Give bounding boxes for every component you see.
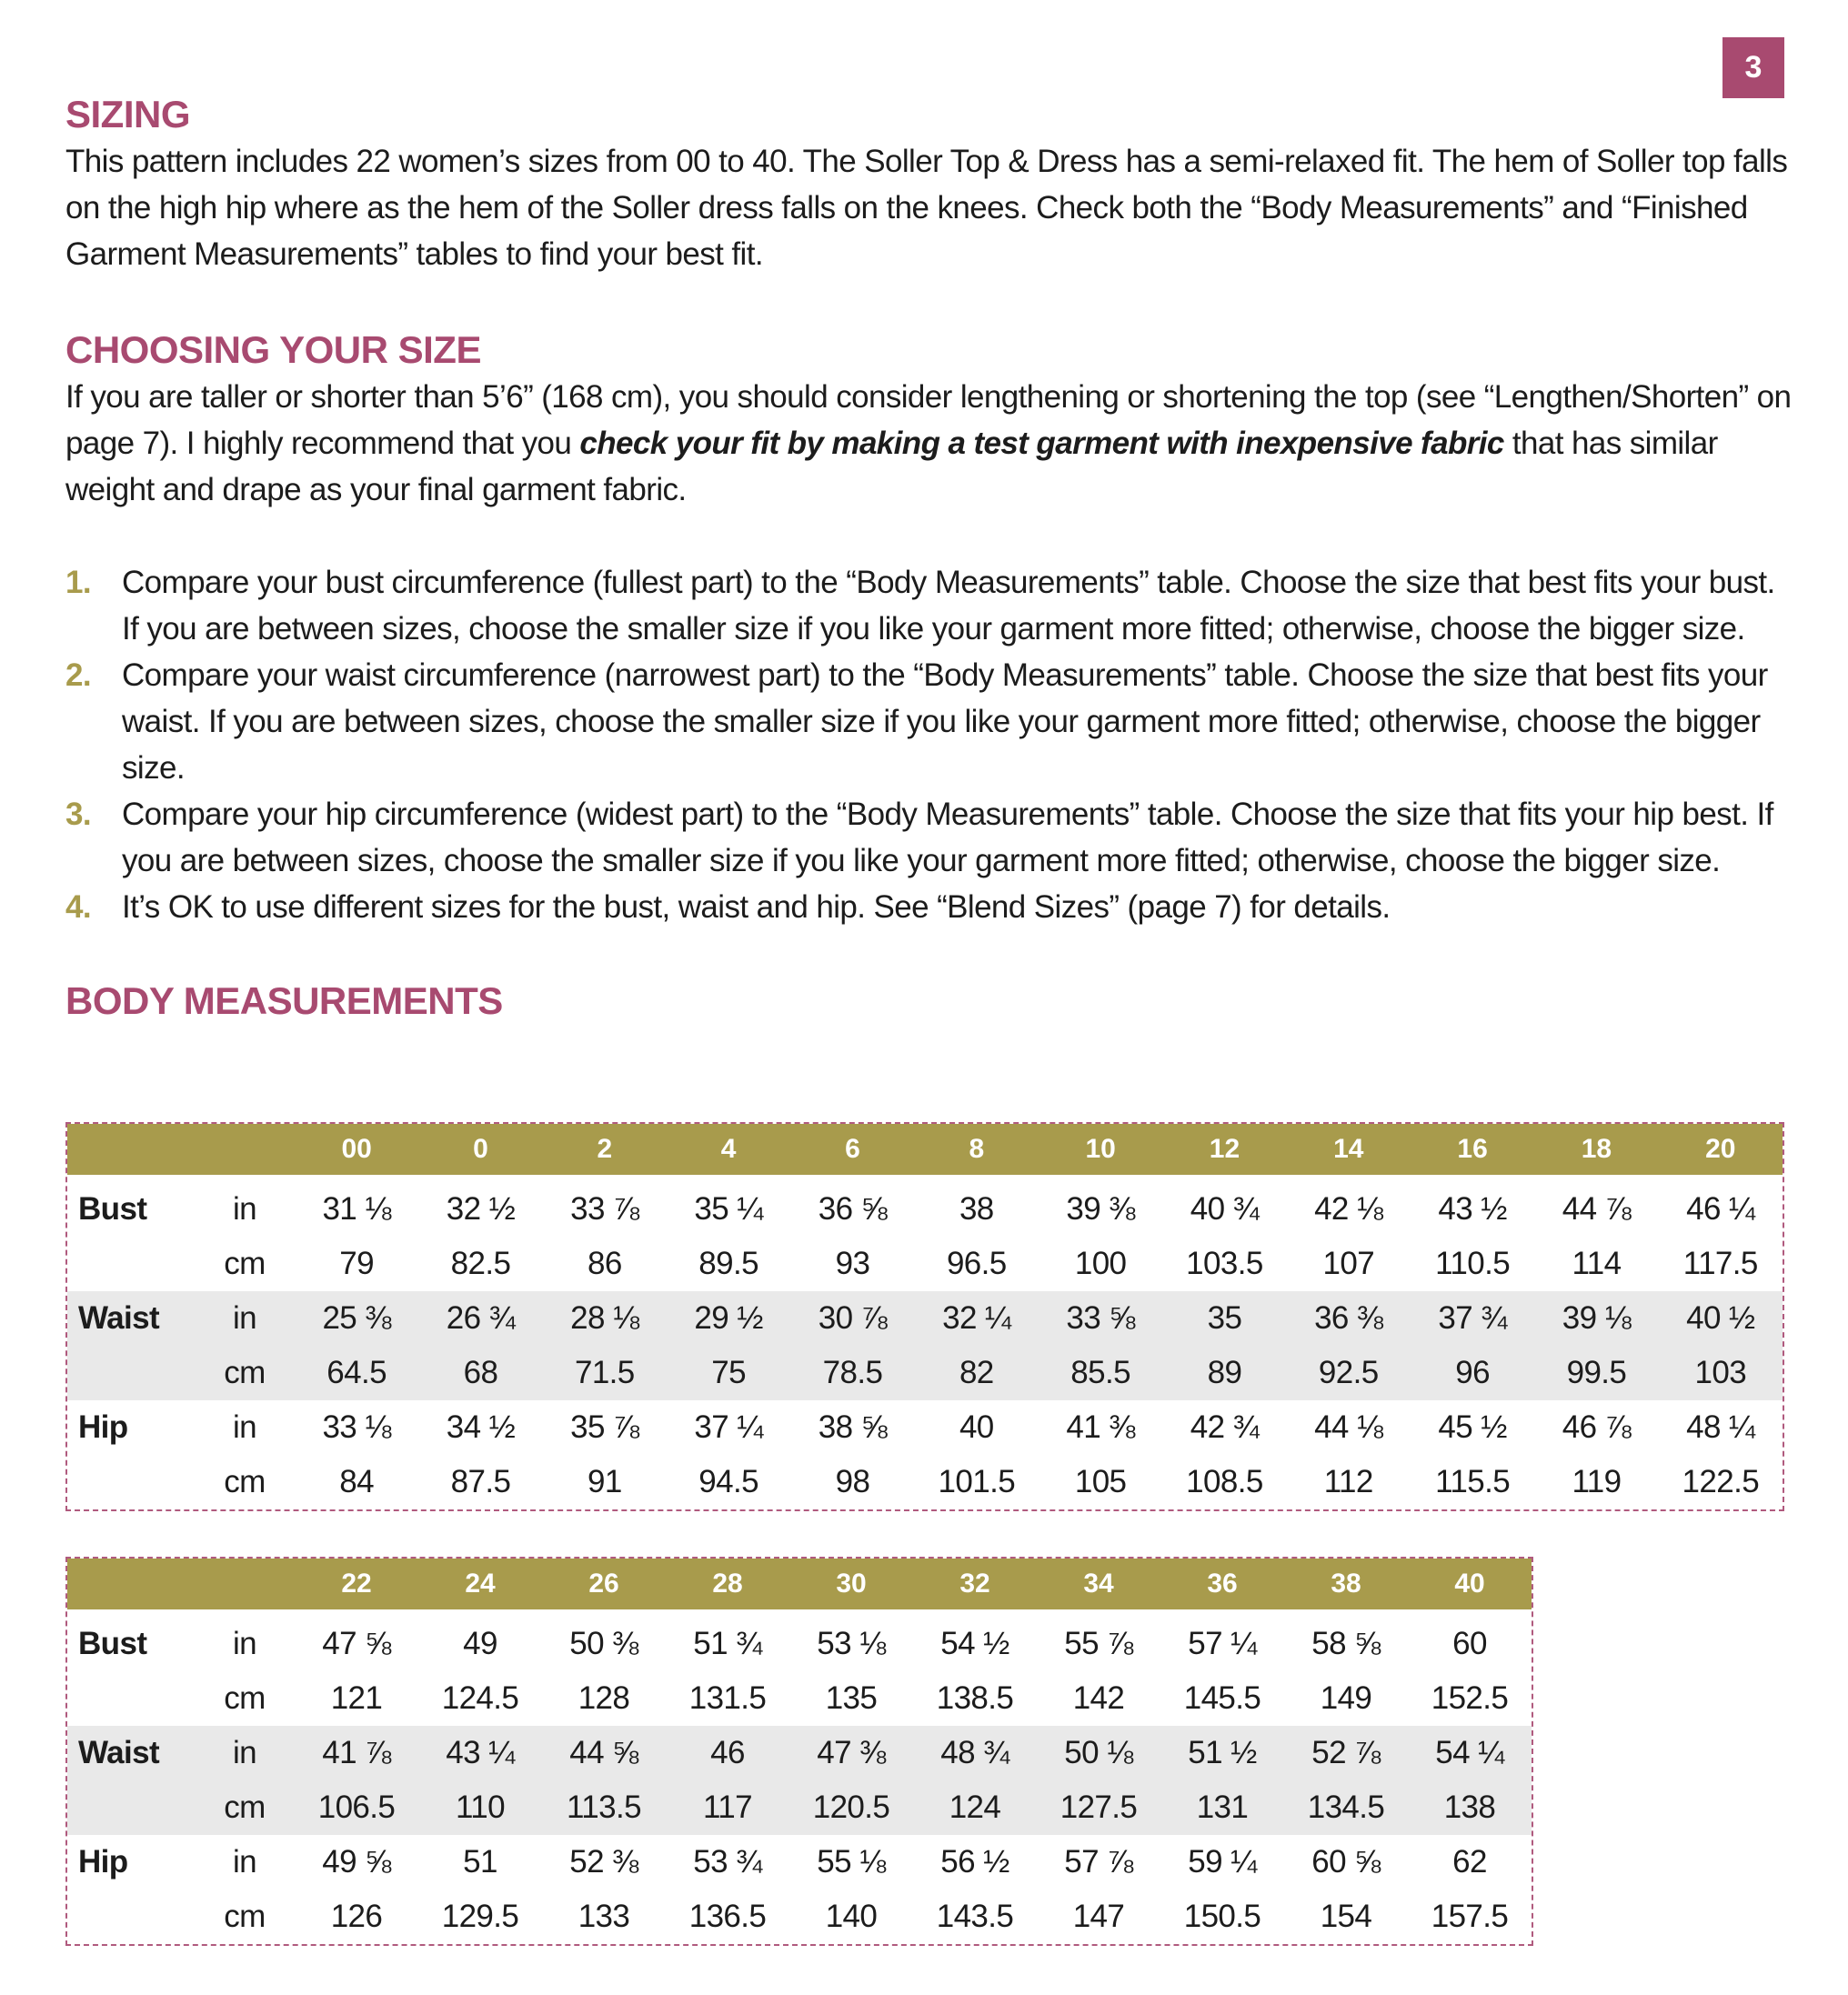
measurement-cell: 128 <box>578 1680 630 1716</box>
step-item <box>65 559 1793 652</box>
unit-label: cm <box>195 1346 295 1400</box>
measurement-cell: 40 ¾ <box>1190 1191 1260 1227</box>
measurement-cell: 39 ⅛ <box>1534 1291 1658 1346</box>
measurement-cell: 35 <box>1162 1291 1286 1346</box>
measurement-cell: 101.5 <box>938 1464 1016 1499</box>
measurement-cell: 53 ¾ <box>693 1844 762 1880</box>
measurement-row <box>67 1726 1532 1780</box>
measurement-cell: 55 ⅛ <box>817 1844 886 1880</box>
measurement-cell: 62 <box>1452 1844 1487 1880</box>
unit-label: in <box>232 1844 257 1880</box>
measurement-cell: 49 ⅝ <box>322 1844 391 1880</box>
size-header: 40 <box>1454 1569 1485 1599</box>
measurement-cell: 39 ⅜ <box>1066 1191 1135 1227</box>
measurement-cell: 51 ¾ <box>693 1626 762 1661</box>
measurement-cell: 58 ⅝ <box>1311 1626 1381 1661</box>
unit-label: cm <box>224 1464 266 1499</box>
measurement-cell: 36 ⅝ <box>818 1191 888 1227</box>
measurement-cell: 138 <box>1408 1780 1532 1835</box>
choosing-text-after: that has similar weight and drape as your final garment fabric. <box>65 426 1718 507</box>
size-steps-list <box>65 559 1793 930</box>
size-header: 0 <box>473 1134 488 1164</box>
step-number: 3. <box>65 797 91 832</box>
measurement-cell: 33 ⅞ <box>570 1191 639 1227</box>
measurement-cell: 82.5 <box>450 1246 511 1281</box>
row-label: Waist <box>67 1291 195 1346</box>
size-header: 26 <box>588 1569 619 1599</box>
row-label: Bust <box>78 1191 147 1227</box>
row-label <box>67 1346 195 1400</box>
measurement-cell: 103.5 <box>1186 1246 1263 1281</box>
measurement-cell: 121 <box>330 1680 383 1716</box>
measurement-row <box>67 1890 1532 1944</box>
measurement-row <box>67 1291 1783 1346</box>
unit-label: cm <box>224 1680 266 1716</box>
size-header: 24 <box>465 1569 496 1599</box>
measurement-cell: 33 ⅛ <box>322 1409 391 1445</box>
measurement-cell: 138.5 <box>936 1680 1014 1716</box>
page-number-badge: 3 <box>1722 37 1784 98</box>
measurement-cell: 41 ⅞ <box>295 1726 418 1780</box>
row-label <box>67 1671 195 1726</box>
measurement-cell: 91 <box>587 1464 622 1499</box>
measurement-cell: 106.5 <box>295 1780 418 1835</box>
measurement-cell: 57 ¼ <box>1188 1626 1257 1661</box>
measurement-cell: 135 <box>825 1680 878 1716</box>
measurement-cell: 127.5 <box>1037 1780 1160 1835</box>
measurement-cell: 25 ⅜ <box>295 1291 418 1346</box>
unit-label: cm <box>224 1246 266 1281</box>
measurement-cell: 32 ½ <box>446 1191 516 1227</box>
measurement-cell: 93 <box>835 1246 870 1281</box>
measurement-cell: 124 <box>913 1780 1037 1835</box>
measurement-cell: 89.5 <box>698 1246 759 1281</box>
measurement-cell: 140 <box>825 1899 878 1934</box>
step-number: 4. <box>65 889 91 925</box>
measurement-cell: 157.5 <box>1431 1899 1509 1934</box>
measurement-cell: 71.5 <box>543 1346 667 1400</box>
measurement-cell: 42 ⅛ <box>1314 1191 1383 1227</box>
measurements-table <box>67 1124 1783 1509</box>
measurement-cell: 131.5 <box>688 1680 767 1716</box>
size-header-row <box>67 1124 1783 1175</box>
measurement-cell: 154 <box>1320 1899 1372 1934</box>
measurement-row <box>67 1455 1783 1509</box>
row-label <box>67 1455 195 1509</box>
measurement-row <box>67 1835 1532 1890</box>
unit-label: in <box>195 1291 295 1346</box>
measurement-cell: 30 ⅞ <box>790 1291 914 1346</box>
measurement-cell: 26 ¾ <box>418 1291 542 1346</box>
measurement-cell: 150.5 <box>1183 1899 1261 1934</box>
measurement-row <box>67 1400 1783 1455</box>
measurement-cell: 44 ⅛ <box>1314 1409 1383 1445</box>
measurement-cell: 43 ½ <box>1438 1191 1507 1227</box>
measurement-cell: 133 <box>578 1899 630 1934</box>
measurement-cell: 46 <box>666 1726 789 1780</box>
measurement-cell: 89 <box>1162 1346 1286 1400</box>
measurement-cell: 52 ⅞ <box>1284 1726 1408 1780</box>
measurement-cell: 152.5 <box>1431 1680 1509 1716</box>
body-measurements-section <box>65 977 1793 1025</box>
measurement-cell: 134.5 <box>1284 1780 1408 1835</box>
choosing-size-section <box>65 326 1793 930</box>
measurement-cell: 51 ½ <box>1160 1726 1284 1780</box>
measurement-cell: 124.5 <box>441 1680 519 1716</box>
measurement-cell: 126 <box>330 1899 383 1934</box>
size-header: 30 <box>836 1569 867 1599</box>
size-header: 14 <box>1333 1134 1364 1164</box>
measurement-cell: 40 ½ <box>1659 1291 1783 1346</box>
step-text: Compare your waist circumference (narrowest part) to the “Body Measurements” table. Choose the size that best fits your waist. If you are between sizes, choose the smaller size if you like your garment more fitted; otherwise, choose the bigger size. <box>122 657 1768 786</box>
measurement-cell: 44 ⅞ <box>1562 1191 1632 1227</box>
measurement-cell: 147 <box>1072 1899 1125 1934</box>
body-measurements-table-2 <box>65 1557 1533 1946</box>
measurement-cell: 78.5 <box>790 1346 914 1400</box>
measurement-cell: 38 <box>959 1191 994 1227</box>
measurement-cell: 100 <box>1074 1246 1127 1281</box>
measurement-cell: 99.5 <box>1534 1346 1658 1400</box>
unit-label: cm <box>195 1780 295 1835</box>
measurement-cell: 56 ½ <box>940 1844 1009 1880</box>
measurement-cell: 110.5 <box>1435 1246 1511 1281</box>
measurement-row <box>67 1237 1783 1291</box>
measurement-cell: 31 ⅛ <box>322 1191 391 1227</box>
measurement-cell: 29 ½ <box>667 1291 790 1346</box>
measurement-cell: 110 <box>418 1780 542 1835</box>
measurement-cell: 96 <box>1411 1346 1534 1400</box>
measurement-cell: 46 ¼ <box>1686 1191 1755 1227</box>
measurement-cell: 117.5 <box>1682 1246 1758 1281</box>
measurement-cell: 48 ¾ <box>913 1726 1037 1780</box>
choosing-text-emphasis: check your fit by making a test garment with inexpensive fabric <box>579 426 1504 461</box>
measurement-cell: 60 <box>1452 1626 1487 1661</box>
step-item <box>65 652 1793 791</box>
page-content <box>65 91 1793 1025</box>
measurement-cell: 44 ⅝ <box>542 1726 666 1780</box>
size-header: 12 <box>1209 1134 1240 1164</box>
measurement-cell: 49 <box>463 1626 497 1661</box>
row-label <box>67 1890 195 1944</box>
measurement-cell: 53 ⅛ <box>817 1626 886 1661</box>
measurement-cell: 131 <box>1160 1780 1284 1835</box>
measurement-cell: 84 <box>339 1464 375 1499</box>
measurement-cell: 48 ¼ <box>1686 1409 1755 1445</box>
row-label: Bust <box>78 1626 147 1661</box>
size-header: 32 <box>959 1569 990 1599</box>
step-item <box>65 791 1793 884</box>
size-header: 28 <box>712 1569 743 1599</box>
measurement-cell: 122.5 <box>1682 1464 1760 1499</box>
size-header: 22 <box>341 1569 372 1599</box>
size-header: 2 <box>597 1134 613 1164</box>
measurement-cell: 28 ⅛ <box>543 1291 667 1346</box>
measurement-cell: 46 ⅞ <box>1562 1409 1632 1445</box>
measurement-cell: 54 ½ <box>940 1626 1009 1661</box>
measurement-cell: 136.5 <box>688 1899 767 1934</box>
choosing-size-heading: CHOOSING YOUR SIZE <box>65 328 481 371</box>
measurement-cell: 117 <box>666 1780 789 1835</box>
measurement-cell: 145.5 <box>1183 1680 1261 1716</box>
size-header-row <box>67 1559 1532 1609</box>
size-header: 4 <box>720 1134 737 1164</box>
measurement-cell: 54 ¼ <box>1408 1726 1532 1780</box>
size-header: 20 <box>1705 1134 1736 1164</box>
measurement-cell: 33 ⅝ <box>1039 1291 1162 1346</box>
measurement-cell: 55 ⅞ <box>1064 1626 1133 1661</box>
measurement-cell: 92.5 <box>1287 1346 1411 1400</box>
measurement-row <box>67 1346 1783 1400</box>
measurement-cell: 142 <box>1072 1680 1125 1716</box>
measurement-cell: 87.5 <box>450 1464 511 1499</box>
sizing-heading: SIZING <box>65 93 191 135</box>
measurement-cell: 112 <box>1323 1464 1373 1499</box>
row-label <box>67 1780 195 1835</box>
body-measurements-heading: BODY MEASUREMENTS <box>65 979 503 1022</box>
body-measurements-table-1 <box>65 1122 1784 1511</box>
size-header: 16 <box>1457 1134 1488 1164</box>
measurement-cell: 79 <box>339 1246 375 1281</box>
measurement-cell: 45 ½ <box>1438 1409 1507 1445</box>
sizing-text: This pattern includes 22 women’s sizes from 00 to 40. The Soller Top & Dress has a semi-relaxed fit. The hem of Soller top falls on the high hip where as the hem of the Soller dress falls on the knees. Check both the “Body Measurements” and “Finished Garment Measurements” tables to find your best fit. <box>65 144 1788 272</box>
measurement-cell: 85.5 <box>1039 1346 1162 1400</box>
size-header: 6 <box>845 1134 860 1164</box>
measurement-cell: 149 <box>1320 1680 1372 1716</box>
measurement-cell: 107 <box>1322 1246 1375 1281</box>
measurement-cell: 32 ¼ <box>915 1291 1039 1346</box>
step-text: Compare your hip circumference (widest part) to the “Body Measurements” table. Choose the size that fits your hip best. If you are between sizes, choose the smaller size if you like your garment more fitted; otherwise, choose the bigger size. <box>122 797 1773 878</box>
measurement-row <box>67 1671 1532 1726</box>
measurement-cell: 40 <box>959 1409 994 1445</box>
measurement-cell: 41 ⅜ <box>1066 1409 1135 1445</box>
measurement-cell: 37 ¼ <box>694 1409 763 1445</box>
measurement-cell: 42 ¾ <box>1190 1409 1260 1445</box>
measurement-cell: 59 ¼ <box>1188 1844 1257 1880</box>
row-label: Hip <box>78 1844 128 1880</box>
unit-label: in <box>232 1191 257 1227</box>
measurement-cell: 37 ¾ <box>1411 1291 1534 1346</box>
measurement-cell: 82 <box>915 1346 1039 1400</box>
size-header: 10 <box>1085 1134 1116 1164</box>
measurement-cell: 51 <box>463 1844 497 1880</box>
step-number: 1. <box>65 565 91 600</box>
unit-label: in <box>232 1626 257 1661</box>
measurement-cell: 50 ⅜ <box>569 1626 638 1661</box>
measurement-cell: 103 <box>1659 1346 1783 1400</box>
measurement-cell: 94.5 <box>698 1464 759 1499</box>
measurement-cell: 120.5 <box>789 1780 913 1835</box>
measurement-cell: 52 ⅜ <box>569 1844 638 1880</box>
step-text: Compare your bust circumference (fullest part) to the “Body Measurements” table. Choose the size that best fits your bust. If you are between sizes, choose the smaller size if you like your garment more fitted; otherwise, choose the bigger size. <box>122 565 1775 647</box>
measurement-cell: 108.5 <box>1186 1464 1263 1499</box>
measurement-cell: 115.5 <box>1435 1464 1511 1499</box>
measurement-cell: 68 <box>418 1346 542 1400</box>
measurement-row <box>67 1175 1783 1237</box>
measurement-row <box>67 1780 1532 1835</box>
unit-label: cm <box>224 1899 266 1934</box>
size-header: 8 <box>969 1134 985 1164</box>
step-item <box>65 884 1793 930</box>
row-label: Hip <box>78 1409 128 1445</box>
size-header: 34 <box>1083 1569 1114 1599</box>
measurement-cell: 57 ⅞ <box>1064 1844 1133 1880</box>
sizing-section <box>65 91 1793 277</box>
unit-label: in <box>195 1726 295 1780</box>
size-header: 18 <box>1581 1134 1612 1164</box>
choosing-size-text <box>65 374 1793 513</box>
measurement-cell: 119 <box>1572 1464 1622 1499</box>
choosing-text-before: If you are taller or shorter than 5’6” (168 cm), you should consider lengthening or shortening the top (see “Lengthen/Shorten” on page 7). I highly recommend that you <box>65 379 1792 461</box>
measurement-cell: 43 ¼ <box>418 1726 542 1780</box>
step-text: It’s OK to use different sizes for the bust, waist and hip. See “Blend Sizes” (page 7) for details. <box>122 889 1391 925</box>
measurement-cell: 75 <box>667 1346 790 1400</box>
size-header: 36 <box>1207 1569 1238 1599</box>
measurement-cell: 96.5 <box>946 1246 1007 1281</box>
measurement-row <box>67 1609 1532 1671</box>
measurement-cell: 60 ⅝ <box>1311 1844 1381 1880</box>
measurement-cell: 86 <box>587 1246 622 1281</box>
row-label: Waist <box>67 1726 195 1780</box>
size-header: 00 <box>341 1134 372 1164</box>
measurement-cell: 38 ⅝ <box>818 1409 888 1445</box>
measurement-cell: 113.5 <box>542 1780 666 1835</box>
measurement-cell: 143.5 <box>936 1899 1014 1934</box>
measurement-cell: 47 ⅝ <box>322 1626 391 1661</box>
measurement-cell: 114 <box>1572 1246 1622 1281</box>
measurements-table <box>67 1559 1532 1944</box>
measurement-cell: 98 <box>835 1464 870 1499</box>
size-header: 38 <box>1331 1569 1361 1599</box>
measurement-cell: 36 ⅜ <box>1287 1291 1411 1346</box>
measurement-cell: 129.5 <box>441 1899 519 1934</box>
step-number: 2. <box>65 657 91 693</box>
measurement-cell: 50 ⅛ <box>1037 1726 1160 1780</box>
measurement-cell: 34 ½ <box>446 1409 516 1445</box>
unit-label: in <box>232 1409 257 1445</box>
measurement-cell: 105 <box>1074 1464 1127 1499</box>
row-label <box>67 1237 195 1291</box>
measurement-cell: 47 ⅜ <box>789 1726 913 1780</box>
measurement-cell: 35 ¼ <box>694 1191 763 1227</box>
measurement-cell: 64.5 <box>295 1346 418 1400</box>
measurement-cell: 35 ⅞ <box>570 1409 639 1445</box>
